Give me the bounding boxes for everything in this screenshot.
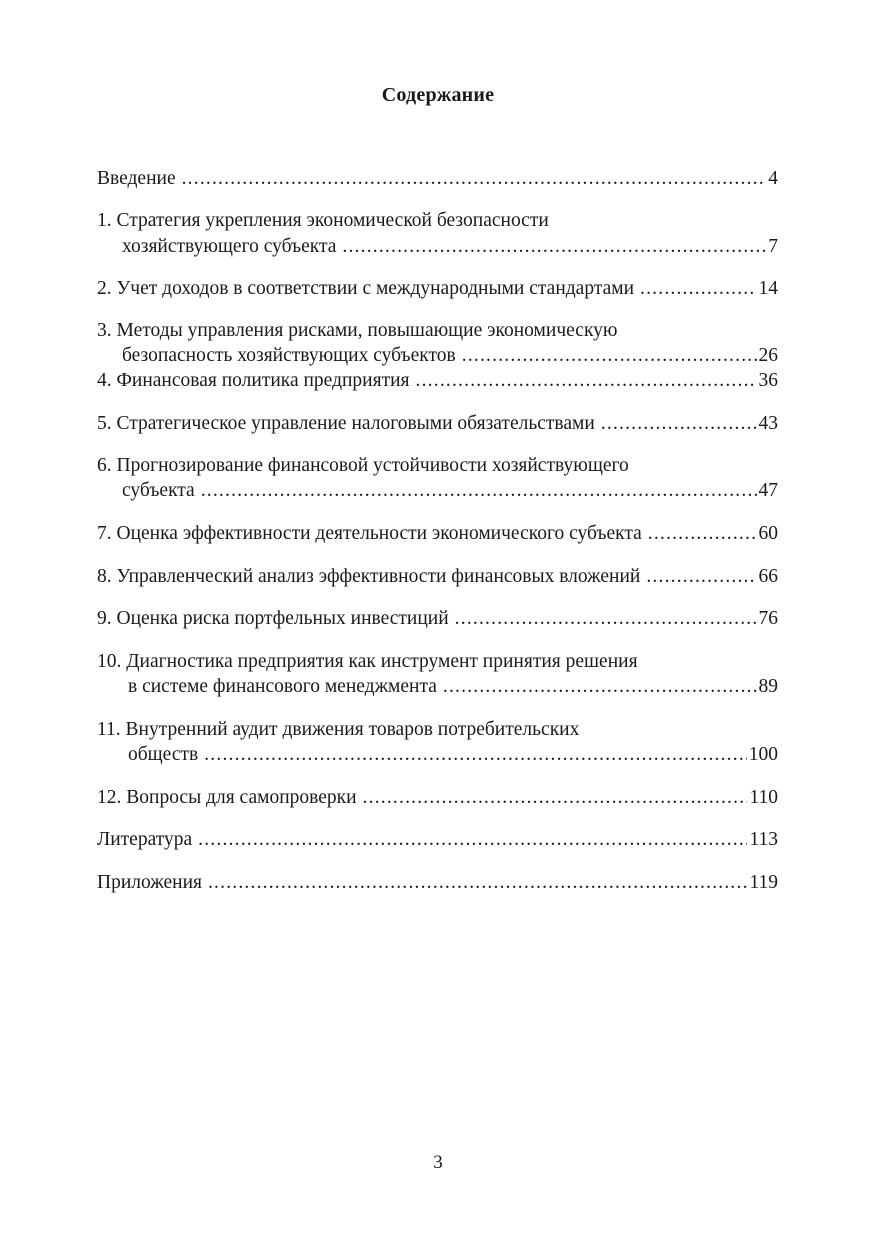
toc-entry-title: 8. Управленческий анализ эффективности финансовых вложений xyxy=(97,566,641,587)
toc-leader-dots xyxy=(342,234,766,260)
toc-page-number: 14 xyxy=(758,278,778,299)
toc-entry-2[interactable] xyxy=(97,276,778,302)
toc-entry-5[interactable] xyxy=(97,411,778,437)
toc-entry-title: 2. Учет доходов в соответствии с международными стандартами xyxy=(97,278,635,299)
page-title: Содержание xyxy=(381,84,495,106)
toc-entry-6[interactable] xyxy=(122,478,778,504)
toc-entry-6-line1[interactable]: 6. Прогнозирование финансовой устойчивости хозяйствующего xyxy=(97,455,629,476)
toc-entry-title: субъекта xyxy=(122,480,195,501)
toc-entry-1[interactable] xyxy=(122,234,778,260)
toc-entry-title: обществ xyxy=(128,744,199,765)
toc-page-number: 60 xyxy=(758,523,778,544)
toc-leader-dots xyxy=(443,674,757,700)
toc-entry-title: безопасность хозяйствующих субъектов xyxy=(122,345,456,366)
toc-page-number: 7 xyxy=(768,236,778,257)
toc-page-number: 100 xyxy=(748,744,778,765)
toc-entry-appendices[interactable] xyxy=(97,870,778,896)
toc-page-number: 110 xyxy=(749,787,778,808)
toc-leader-dots xyxy=(601,411,757,437)
toc-leader-dots xyxy=(640,276,756,302)
toc-page-number: 66 xyxy=(758,566,778,587)
toc-entry-title: 9. Оценка риска портфельных инвестиций xyxy=(97,608,449,629)
toc-entry-10[interactable] xyxy=(128,674,778,700)
toc-entry-title: Приложения xyxy=(97,872,202,893)
toc-leader-dots xyxy=(462,343,757,369)
toc-entry-literature[interactable] xyxy=(97,827,778,853)
toc-entry-introduction[interactable] xyxy=(97,166,778,192)
toc-leader-dots xyxy=(208,870,747,896)
toc-entry-4[interactable] xyxy=(97,368,778,394)
toc-entry-9[interactable] xyxy=(97,606,778,632)
toc-leader-dots xyxy=(363,785,748,811)
toc-entry-7[interactable] xyxy=(97,521,778,547)
toc-leader-dots xyxy=(204,742,747,768)
toc-entry-3[interactable] xyxy=(122,343,778,369)
toc-page-number: 36 xyxy=(758,370,778,391)
toc-entry-3-line1[interactable]: 3. Методы управления рисками, повышающие экономическую xyxy=(97,320,618,341)
toc-leader-dots xyxy=(201,478,757,504)
toc-entry-title: 12. Вопросы для самопроверки xyxy=(97,787,357,808)
page-number: 3 xyxy=(433,1152,443,1173)
toc-entry-title: Литература xyxy=(97,829,193,850)
toc-page-number: 76 xyxy=(758,608,778,629)
toc-entry-12[interactable] xyxy=(97,785,778,811)
toc-leader-dots xyxy=(455,606,757,632)
toc-page-number: 4 xyxy=(768,168,778,189)
toc-leader-dots xyxy=(646,564,756,590)
toc-page-number: 26 xyxy=(758,345,778,366)
toc-leader-dots xyxy=(182,166,767,192)
toc-entry-title: 5. Стратегическое управление налоговыми обязательствами xyxy=(97,413,595,434)
toc-entry-1-line1[interactable]: 1. Стратегия укрепления экономической безопасности xyxy=(97,210,549,231)
toc-page-number: 113 xyxy=(749,829,778,850)
toc-entry-8[interactable] xyxy=(97,564,778,590)
toc-page-number: 47 xyxy=(758,480,778,501)
toc-entry-title: хозяйствующего субъекта xyxy=(122,236,337,257)
toc-leader-dots xyxy=(416,368,757,394)
toc-page-number: 89 xyxy=(758,676,778,697)
toc-entry-title: 4. Финансовая политика предприятия xyxy=(97,370,410,391)
toc-page-number: 119 xyxy=(749,872,778,893)
toc-entry-title: 7. Оценка эффективности деятельности экономического субъекта xyxy=(97,523,642,544)
toc-entry-11[interactable] xyxy=(128,742,778,768)
toc-leader-dots xyxy=(198,827,747,853)
toc-entry-title: Введение xyxy=(97,168,176,189)
toc-leader-dots xyxy=(648,521,757,547)
toc-entry-10-line1[interactable]: 10. Диагностика предприятия как инструмент принятия решения xyxy=(97,651,638,672)
toc-entry-title: в системе финансового менеджмента xyxy=(128,676,437,697)
toc-page-number: 43 xyxy=(758,413,778,434)
toc-entry-11-line1[interactable]: 11. Внутренний аудит движения товаров потребительских xyxy=(97,719,580,740)
